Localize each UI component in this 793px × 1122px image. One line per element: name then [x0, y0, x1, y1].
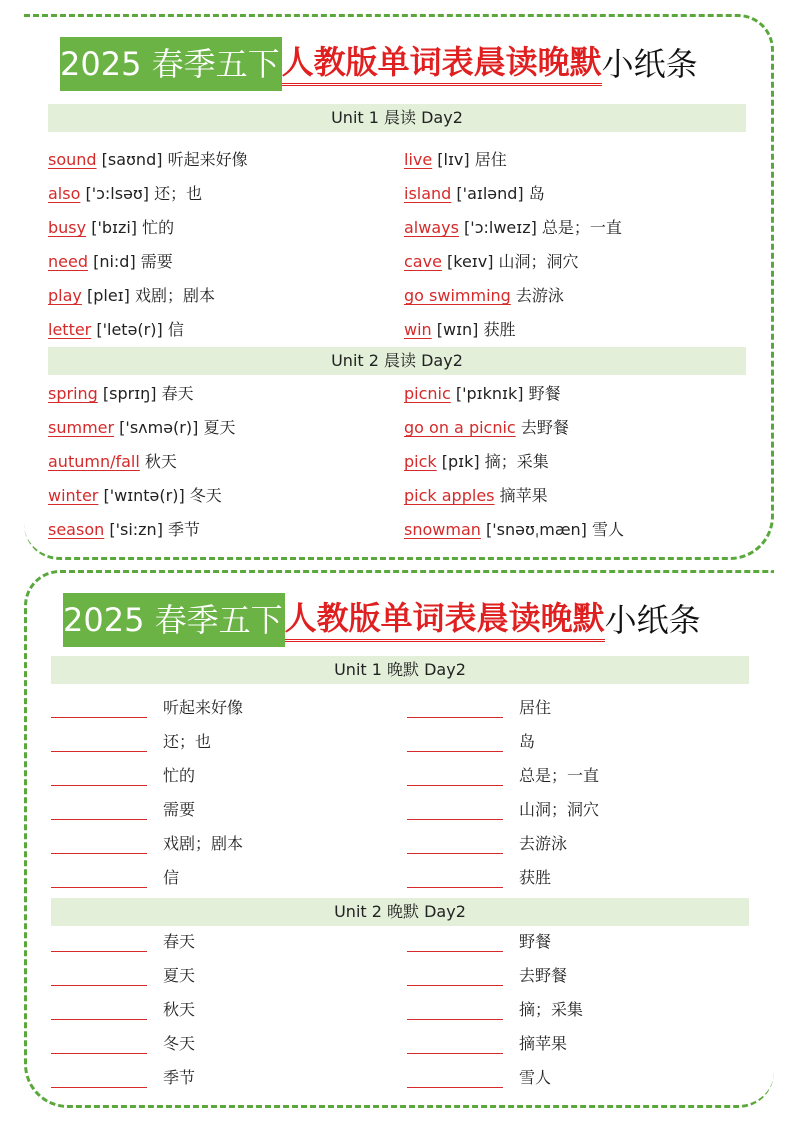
chinese-meaning: 冬天: [163, 1034, 196, 1053]
list-item: [51, 1061, 749, 1095]
left-entry: [48, 177, 202, 211]
english-word: live: [404, 150, 433, 169]
list-item: [51, 827, 749, 861]
unit1-word-list: [48, 143, 746, 347]
left-entry: [48, 513, 200, 547]
chinese-meaning: 夏天: [203, 418, 236, 437]
list-item: [51, 759, 749, 793]
unit2-word-list: [48, 377, 746, 547]
chinese-meaning: 秋天: [144, 452, 177, 471]
left-entry: [48, 313, 184, 347]
left-entry: [48, 279, 215, 313]
chinese-meaning: 雪人: [519, 1068, 552, 1087]
chinese-meaning: 春天: [163, 932, 196, 951]
title-lead: 2025 春季五下: [60, 37, 282, 91]
chinese-meaning: 总是；一直: [519, 766, 600, 785]
chinese-meaning: 居住: [474, 150, 507, 169]
list-item: [48, 245, 746, 279]
phonetic: [ni:d]: [93, 252, 136, 271]
chinese-meaning: 岛: [528, 184, 545, 203]
phonetic: ['snəʊˌmæn]: [485, 520, 587, 539]
chinese-meaning: 信: [163, 868, 180, 887]
english-word: island: [404, 184, 452, 203]
right-entry: [404, 211, 622, 245]
right-entry: [404, 445, 549, 479]
chinese-meaning: 野餐: [528, 384, 561, 403]
answer-blank: [51, 759, 147, 793]
right-entry: [404, 177, 545, 211]
chinese-meaning: 摘；采集: [519, 1000, 584, 1019]
phonetic: ['sʌmə(r)]: [119, 418, 199, 437]
chinese-meaning: 季节: [168, 520, 201, 539]
english-word: pick: [404, 452, 437, 471]
chinese-meaning: 总是；一直: [541, 218, 622, 237]
list-item: [48, 211, 746, 245]
list-item: [48, 479, 746, 513]
chinese-meaning: 秋天: [163, 1000, 196, 1019]
right-entry: [404, 411, 569, 445]
answer-blank: [407, 759, 503, 793]
unit2-header: Unit 2 晨读 Day2: [48, 347, 746, 375]
right-entry: [404, 513, 624, 547]
english-word: need: [48, 252, 88, 271]
english-word: pick apples: [404, 486, 495, 505]
phonetic: ['si:zn]: [109, 520, 163, 539]
evening-dictation-card: [24, 570, 774, 1108]
english-word: picnic: [404, 384, 451, 403]
list-item: [48, 279, 746, 313]
english-word: snowman: [404, 520, 481, 539]
answer-blank: [407, 827, 503, 861]
unit1-header: Unit 1 晚默 Day2: [51, 656, 749, 684]
title-lead: 2025 春季五下: [63, 593, 285, 647]
left-entry: [48, 411, 235, 445]
english-word: autumn/fall: [48, 452, 140, 471]
chinese-meaning: 获胜: [519, 868, 552, 887]
phonetic: [keɪv]: [447, 252, 494, 271]
list-item: [48, 177, 746, 211]
chinese-meaning: 去游泳: [519, 834, 568, 853]
english-word: go on a picnic: [404, 418, 516, 437]
phonetic: ['ɔ:lweɪz]: [464, 218, 537, 237]
list-item: [48, 445, 746, 479]
answer-blank: [407, 1061, 503, 1095]
left-entry: [48, 211, 174, 245]
phonetic: ['bɪzi]: [91, 218, 138, 237]
phonetic: [sprɪŋ]: [102, 384, 157, 403]
chinese-meaning: 去野餐: [520, 418, 569, 437]
chinese-meaning: 信: [167, 320, 184, 339]
morning-reading-card: [24, 14, 774, 560]
left-entry: [48, 479, 222, 513]
chinese-meaning: 忙的: [163, 766, 196, 785]
phonetic: ['ɔ:lsəʊ]: [85, 184, 150, 203]
right-entry: [404, 143, 507, 177]
right-entry: [404, 377, 561, 411]
answer-blank: [407, 691, 503, 725]
answer-blank: [407, 793, 503, 827]
title-tail: 小纸条: [601, 45, 698, 83]
left-entry: [48, 245, 173, 279]
phonetic: [pɪk]: [441, 452, 480, 471]
chinese-meaning: 还；也: [154, 184, 203, 203]
chinese-meaning: 山洞；洞穴: [498, 252, 579, 271]
answer-blank: [51, 993, 147, 1027]
list-item: [48, 377, 746, 411]
chinese-meaning: 还；也: [163, 732, 212, 751]
english-word: summer: [48, 418, 115, 437]
unit1-header: Unit 1 晨读 Day2: [48, 104, 746, 132]
list-item: [48, 411, 746, 445]
chinese-meaning: 春天: [161, 384, 194, 403]
chinese-meaning: 岛: [519, 732, 536, 751]
chinese-meaning: 获胜: [483, 320, 516, 339]
title-mid: 人教版单词表晨读晚默: [285, 598, 605, 642]
answer-blank: [51, 691, 147, 725]
english-word: letter: [48, 320, 92, 339]
chinese-meaning: 摘；采集: [484, 452, 549, 471]
phonetic: [wɪn]: [436, 320, 479, 339]
list-item: [48, 143, 746, 177]
answer-blank: [407, 861, 503, 895]
chinese-meaning: 需要: [140, 252, 173, 271]
title-tail: 小纸条: [604, 601, 701, 639]
right-entry: [404, 245, 579, 279]
card-title: [63, 593, 701, 647]
chinese-meaning: 夏天: [163, 966, 196, 985]
list-item: [51, 861, 749, 895]
list-item: [48, 313, 746, 347]
list-item: [51, 725, 749, 759]
phonetic: [pleɪ]: [86, 286, 130, 305]
phonetic: [lɪv]: [437, 150, 470, 169]
list-item: [48, 513, 746, 547]
answer-blank: [51, 1027, 147, 1061]
chinese-meaning: 戏剧；剧本: [134, 286, 215, 305]
card-title: [60, 37, 698, 91]
answer-blank: [51, 793, 147, 827]
chinese-meaning: 去游泳: [515, 286, 564, 305]
left-entry: [48, 377, 194, 411]
chinese-meaning: 冬天: [189, 486, 222, 505]
chinese-meaning: 忙的: [142, 218, 175, 237]
english-word: play: [48, 286, 82, 305]
answer-blank: [51, 827, 147, 861]
answer-blank: [407, 959, 503, 993]
list-item: [51, 993, 749, 1027]
chinese-meaning: 雪人: [592, 520, 625, 539]
answer-blank: [51, 861, 147, 895]
english-word: always: [404, 218, 459, 237]
answer-blank: [51, 959, 147, 993]
english-word: sound: [48, 150, 97, 169]
right-entry: [404, 479, 548, 513]
left-entry: [48, 445, 177, 479]
english-word: winter: [48, 486, 99, 505]
chinese-meaning: 野餐: [519, 932, 552, 951]
right-entry: [404, 313, 516, 347]
answer-blank: [407, 1027, 503, 1061]
chinese-meaning: 季节: [163, 1068, 196, 1087]
list-item: [51, 959, 749, 993]
phonetic: ['aɪlənd]: [456, 184, 524, 203]
english-word: season: [48, 520, 105, 539]
right-entry: [404, 279, 564, 313]
english-word: also: [48, 184, 81, 203]
phonetic: ['wɪntə(r)]: [103, 486, 185, 505]
english-word: busy: [48, 218, 87, 237]
english-word: win: [404, 320, 432, 339]
list-item: [51, 1027, 749, 1061]
phonetic: ['letə(r)]: [96, 320, 163, 339]
answer-blank: [407, 925, 503, 959]
english-word: spring: [48, 384, 98, 403]
answer-blank: [51, 925, 147, 959]
list-item: [51, 925, 749, 959]
answer-blank: [51, 1061, 147, 1095]
chinese-meaning: 居住: [519, 698, 552, 717]
chinese-meaning: 听起来好像: [163, 698, 244, 717]
unit2-header: Unit 2 晚默 Day2: [51, 898, 749, 926]
unit2-dictation-list: [51, 925, 749, 1095]
chinese-meaning: 摘苹果: [499, 486, 548, 505]
list-item: [51, 691, 749, 725]
chinese-meaning: 去野餐: [519, 966, 568, 985]
chinese-meaning: 需要: [163, 800, 196, 819]
answer-blank: [407, 725, 503, 759]
chinese-meaning: 山洞；洞穴: [519, 800, 600, 819]
english-word: cave: [404, 252, 442, 271]
unit1-dictation-list: [51, 691, 749, 895]
chinese-meaning: 摘苹果: [519, 1034, 568, 1053]
list-item: [51, 793, 749, 827]
phonetic: [saʊnd]: [101, 150, 163, 169]
chinese-meaning: 戏剧；剧本: [163, 834, 244, 853]
left-entry: [48, 143, 248, 177]
answer-blank: [51, 725, 147, 759]
answer-blank: [407, 993, 503, 1027]
chinese-meaning: 听起来好像: [167, 150, 248, 169]
title-mid: 人教版单词表晨读晚默: [282, 42, 602, 86]
english-word: go swimming: [404, 286, 511, 305]
phonetic: ['pɪknɪk]: [455, 384, 524, 403]
